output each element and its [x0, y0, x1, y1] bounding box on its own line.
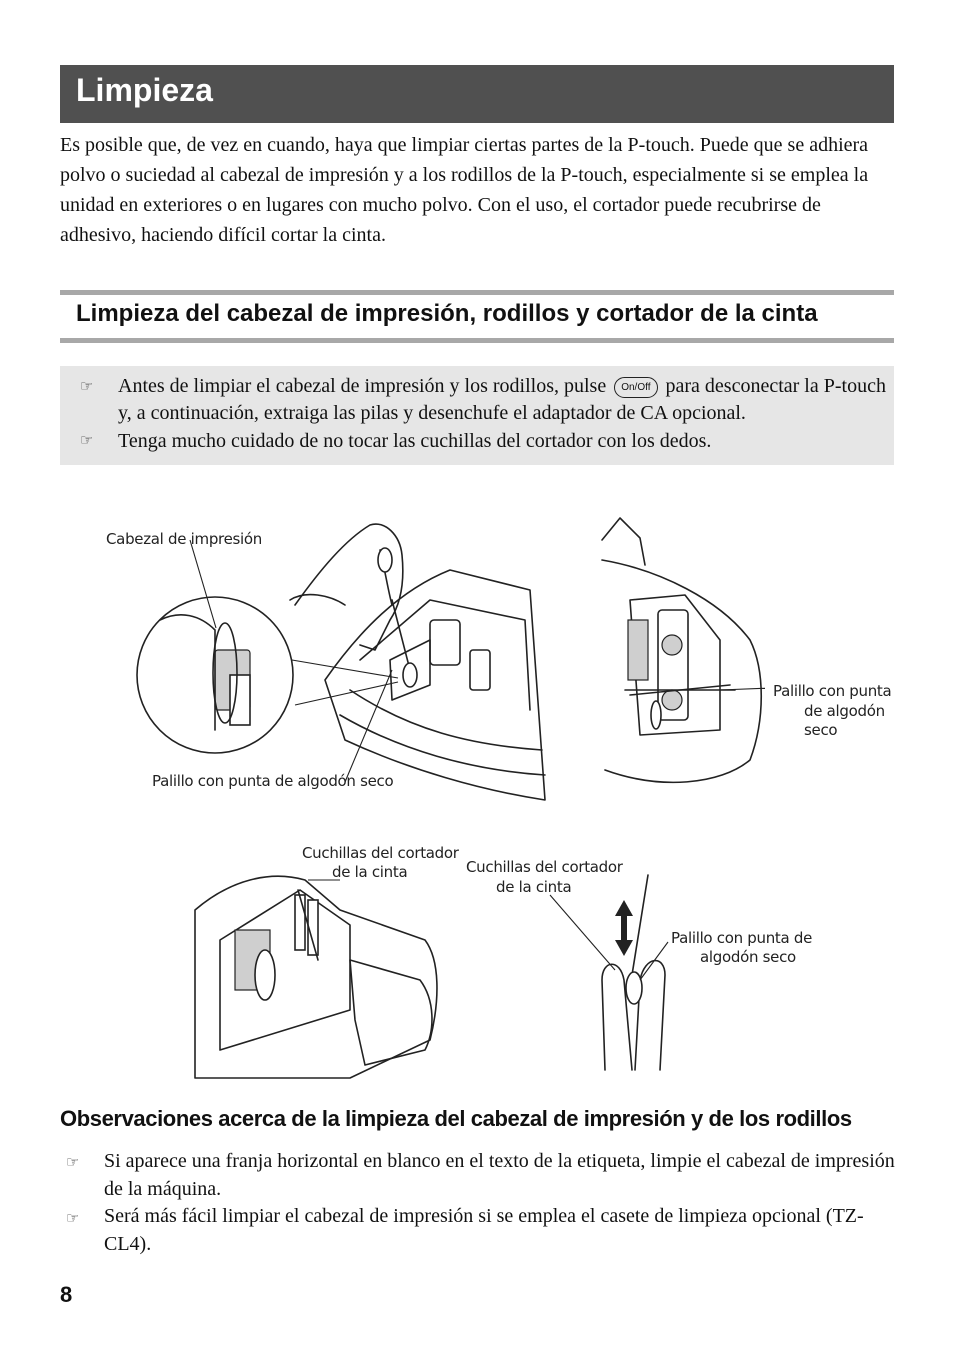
illustration-cutter-cleaning: [190, 850, 445, 1080]
label-cutter-blades-b-line1: Cuchillas del cortador: [466, 858, 623, 876]
page-number: 8: [60, 1282, 73, 1307]
section-heading: Limpieza del cabezal de impresión, rodillos y cortador de la cinta: [76, 300, 818, 327]
label-swab-right-line2: de algodón: [804, 702, 885, 720]
illustration-cutter-closeup: [540, 870, 670, 1075]
onoff-key-icon: On/Off: [614, 377, 657, 398]
label-cutter-blades-a-line2: de la cinta: [332, 863, 408, 881]
observation-item-1: Si aparece una franja horizontal en blanco en el texto de la etiqueta, limpie el cabezal de impresión de la máquina.: [104, 1150, 895, 1200]
heading-rule-bottom: [60, 338, 894, 343]
hand-pointer-icon: ☞: [66, 1153, 80, 1171]
label-print-head: Cabezal de impresión: [106, 530, 262, 548]
label-swab-c-line1: Palillo con punta de: [671, 929, 813, 947]
note-item-1-before: Antes de limpiar el cabezal de impresión y los rodillos, pulse: [118, 375, 607, 397]
note-item-1-after: para desconectar la P-touch y, a continuación, extraiga las pilas y desenchufe el adaptador de CA opcional.: [118, 375, 886, 424]
label-swab-c-line2: algodón seco: [700, 948, 796, 966]
label-swab-right-line1: Palillo con punta: [773, 682, 892, 700]
label-swab-dry-1: Palillo con punta de algodón seco: [152, 772, 394, 790]
intro-paragraph: Es posible que, de vez en cuando, haya que limpiar ciertas partes de la P-touch. Puede que se adhiera polvo o suciedad al cabezal de impresión y a los rodillos de la P-touch, especialmente si se emplea la unidad en exteriores o en lugares con mucho polvo. Con el uso, el cortador puede recubrirse de adhesivo, haciendo difícil cortar la cinta.: [60, 134, 869, 246]
hand-pointer-icon: ☞: [66, 1209, 80, 1227]
observations-heading: Observaciones acerca de la limpieza del cabezal de impresión y de los rodillos: [60, 1106, 852, 1131]
note-item-2: Tenga mucho cuidado de no tocar las cuchillas del cortador con los dedos.: [118, 430, 712, 452]
label-cutter-blades-b-line2: de la cinta: [496, 878, 572, 896]
note-item-1: [118, 373, 888, 427]
illustration-rollers-cleaning: [600, 510, 765, 810]
observation-item-2: Será más fácil limpiar el cabezal de impresión si se emplea el casete de limpieza opcional (TZ-CL4).: [104, 1205, 864, 1255]
page-title: Limpieza: [76, 72, 213, 108]
label-swab-right-line3: seco: [804, 721, 838, 739]
title-bar: [60, 65, 894, 123]
label-cutter-blades-a-line1: Cuchillas del cortador: [302, 844, 459, 862]
illustration-print-head-cleaning: [130, 510, 550, 810]
heading-rule-top: [60, 290, 894, 295]
hand-pointer-icon: ☞: [80, 377, 94, 395]
hand-pointer-icon: ☞: [80, 431, 94, 449]
